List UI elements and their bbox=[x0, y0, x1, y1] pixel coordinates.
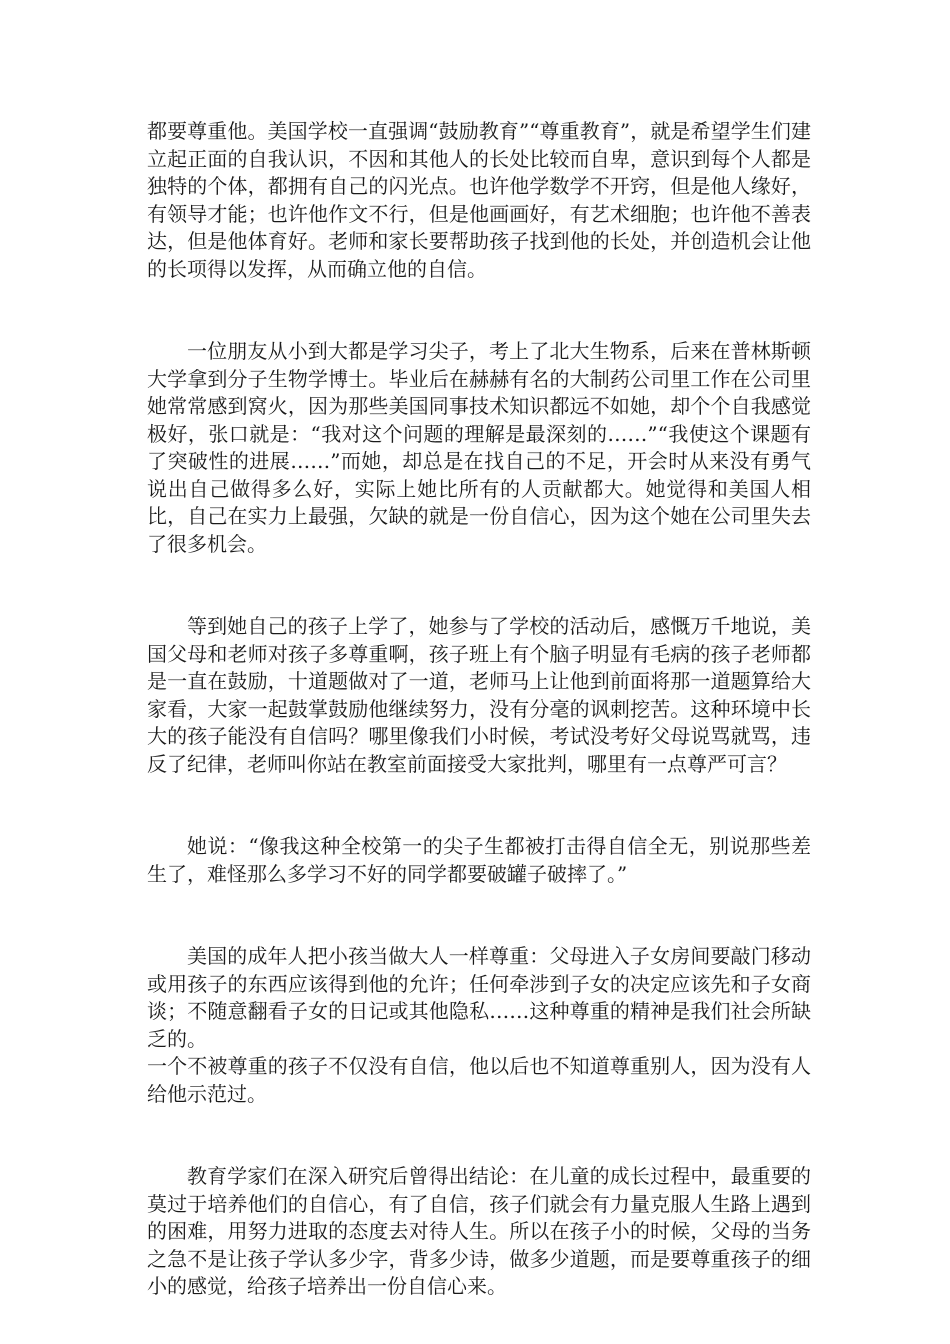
document-body bbox=[147, 118, 811, 1301]
paragraph-2: 一位朋友从小到大都是学习尖子，考上了北大生物系，后来在普林斯顿大学拿到分子生物学博士。毕业后在赫赫有名的大制药公司里工作在公司里她常常感到窝火，因为那些美国同事技术知识都远不如她，却个个自我感觉极好，张口就是：“我对这个问题的理解是最深刻的……”“我使这个课题有了突破性的进展……”而她，却总是在找自己的不足，开会时从来没有勇气说出自己做得多么好，实际上她比所有的人贡献都大。她觉得和美国人相比，自己在实力上最强，欠缺的就是一份自信心，因为这个她在公司里失去了很多机会。 bbox=[147, 339, 811, 556]
paragraph-7: 教育学家们在深入研究后曾得出结论：在儿童的成长过程中，最重要的莫过于培养他们的自信心，有了自信，孩子们就会有力量克服人生路上遇到的困难，用努力进取的态度去对待人生。所以在孩子小的时候，父母的当务之急不是让孩子学认多少字，背多少诗，做多少道题，而是要尊重孩子的细小的感觉，给孩子培养出一份自信心来。 bbox=[147, 1164, 811, 1298]
paragraph-4: 她说：“像我这种全校第一的尖子生都被打击得自信全无，别说那些差生了，难怪那么多学习不好的同学都要破罐子破摔了。” bbox=[147, 834, 811, 886]
paragraph-6: 一个不被尊重的孩子不仅没有自信，他以后也不知道尊重别人，因为没有人给他示范过。 bbox=[147, 1054, 811, 1106]
paragraph-3: 等到她自己的孩子上学了，她参与了学校的活动后，感慨万千地说，美国父母和老师对孩子多尊重啊，孩子班上有个脑子明显有毛病的孩子老师都是一直在鼓励，十道题做对了一道，老师马上让他到前面将那一道题算给大家看，大家一起鼓掌鼓励他继续努力，没有分毫的讽刺挖苦。这种环境中长大的孩子能没有自信吗？哪里像我们小时候，考试没考好父母说骂就骂，违反了纪律，老师叫你站在教室前面接受大家批判，哪里有一点尊严可言？ bbox=[147, 614, 811, 776]
paragraph-5: 美国的成年人把小孩当做大人一样尊重：父母进入子女房间要敲门移动或用孩子的东西应该得到他的允许；任何牵涉到子女的决定应该先和子女商谈；不随意翻看子女的日记或其他隐私……这种尊重的精神是我们社会所缺乏的。 bbox=[147, 944, 811, 1051]
paragraph-1: 都要尊重他。美国学校一直强调“鼓励教育”“尊重教育”，就是希望学生们建立起正面的自我认识，不因和其他人的长处比较而自卑，意识到每个人都是独特的个体，都拥有自己的闪光点。也许他学数学不开窍，但是他人缘好，有领导才能；也许他作文不行，但是他画画好，有艺术细胞；也许他不善表达，但是他体育好。老师和家长要帮助孩子找到他的长处，并创造机会让他的长项得以发挥，从而确立他的自信。 bbox=[147, 119, 811, 281]
